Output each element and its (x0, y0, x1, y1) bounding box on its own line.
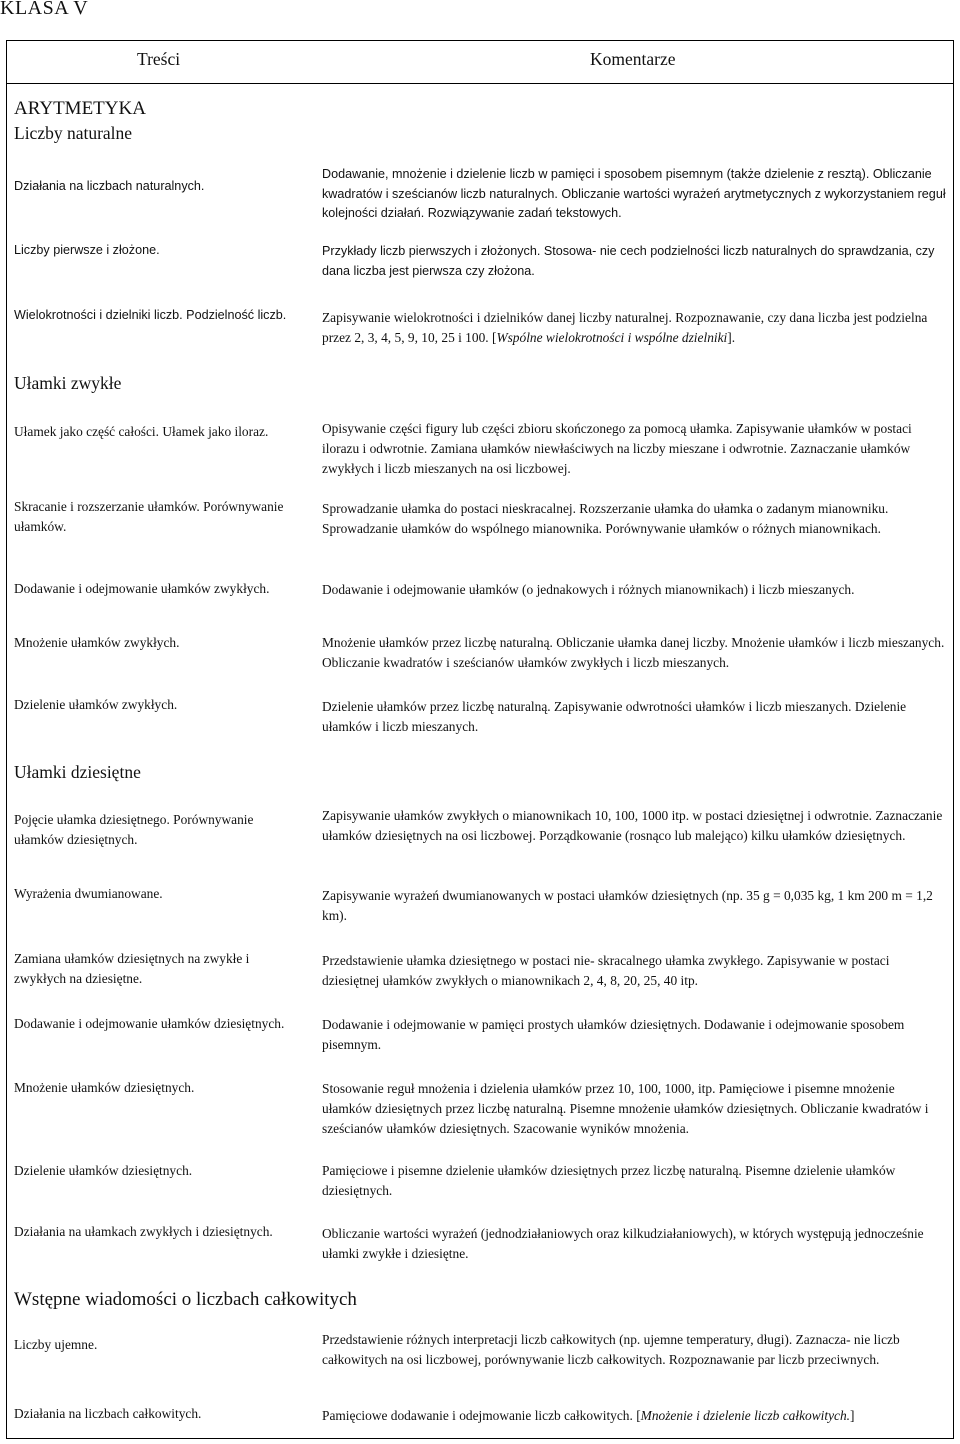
row-right: Stosowanie reguł mnożenia i dzielenia ułamków przez 10, 100, 1000, itp. Pamięciowe i pisemne mnożenie ułamków dziesiętnych przez liczbę naturalną. Pisemne mnożenie ułamków dziesiętnych. Obliczanie kwadratów i sześcianów ułamków dziesiętnych. Szacowanie wyników mnożenia. (322, 1081, 929, 1136)
row-left: Działania na liczbach naturalnych. (14, 179, 205, 193)
row-left: Dzielenie ułamków dziesiętnych. (14, 1163, 193, 1178)
row-right-text: Pamięciowe dodawanie i odejmowanie liczb całkowitych. (322, 1408, 633, 1423)
row-left: Działania na ułamkach zwykłych i dziesiętnych. (14, 1224, 273, 1239)
row-right: Pamięciowe i pisemne dzielenie ułamków dziesiętnych przez liczbę naturalną. Pisemne dzielenie ułamków dziesiętnych. (322, 1163, 896, 1198)
row-right (322, 1406, 947, 1426)
row-left: Liczby pierwsze i złożone. (14, 243, 160, 257)
section-title-ulamki-dziesietne: Ułamki dziesiętne (14, 762, 141, 782)
header-tresci: Treści (137, 49, 181, 69)
row-left: Dzielenie ułamków zwykłych. (14, 697, 178, 712)
row-right: Dodawanie, mnożenie i dzielenie liczb w pamięci i sposobem pisemnym (także dzielenie z resztą). Obliczanie kwadratów i sześcianów liczb naturalnych. Obliczanie wartości wyrażeń arytmetycznych z wykorzystaniem reguł kolejności działań. Rozwiązywanie zadań tekstowych. (322, 167, 946, 220)
row-right: Sprowadzanie ułamka do postaci nieskracalnej. Rozszerzanie ułamka do ułamka o zadanym mianowniku. Sprowadzanie ułamków do wspólnego mianownika. Porównywanie ułamków o różnych mianownikach. (322, 501, 889, 536)
row-right-italic: Mnożenie i dzielenie liczb całkowitych. (640, 1408, 851, 1423)
row-left: Zamiana ułamków dziesiętnych na zwykłe i zwykłych na dziesiętne. (14, 951, 250, 986)
row-left: Wyrażenia dwumianowane. (14, 886, 163, 901)
row-left: Pojęcie ułamka dziesiętnego. Porównywanie ułamków dziesiętnych. (14, 812, 254, 847)
row-right: Mnożenie ułamków przez liczbę naturalną. Obliczanie ułamka danej liczby. Mnożenie ułamków i liczb mieszanych. Obliczanie kwadratów i sześcianów ułamków zwykłych i liczb mieszanych. (322, 635, 945, 670)
row-left: Mnożenie ułamków dziesiętnych. (14, 1080, 195, 1095)
bracket-open: [ (632, 1408, 641, 1423)
row-left: Liczby ujemne. (14, 1337, 98, 1352)
section-subtitle-liczby-naturalne: Liczby naturalne (14, 123, 133, 143)
row-left: Mnożenie ułamków zwykłych. (14, 635, 180, 650)
section-title-ulamki-zwykle: Ułamki zwykłe (14, 373, 122, 393)
row-left: Działania na liczbach całkowitych. (14, 1406, 202, 1421)
page-title: KLASA V (0, 0, 89, 19)
row-right: Zapisywanie wyrażeń dwumianowanych w postaci ułamków dziesiętnych (np. 35 g = 0,035 kg, 1 km 200 m = 1,2 km). (322, 888, 933, 923)
row-right: Przedstawienie różnych interpretacji liczb całkowitych (np. ujemne temperatury, długi). Zaznacza- nie liczb całkowitych na osi liczbowej, porównywanie liczb całkowitych. Rozpoznawanie par liczb przeciwnych. (322, 1332, 900, 1367)
row-left: Dodawanie i odejmowanie ułamków zwykłych. (14, 581, 270, 596)
bracket-close: ]. (727, 330, 736, 345)
row-left: Skracanie i rozszerzanie ułamków. Porównywanie ułamków. (14, 499, 284, 534)
header-divider (6, 83, 954, 84)
row-right: Dodawanie i odejmowanie ułamków (o jednakowych i różnych mianownikach) i liczb mieszanych. (322, 582, 855, 597)
row-left: Ułamek jako część całości. Ułamek jako iloraz. (14, 424, 269, 439)
row-left: Dodawanie i odejmowanie ułamków dziesiętnych. (14, 1016, 285, 1031)
row-right (322, 308, 947, 348)
row-right: Opisywanie części figury lub części zbioru skończonego za pomocą ułamka. Zapisywanie ułamków w postaci ilorazu i odwrotnie. Zamiana ułamków niewłaściwych na liczby mieszane i odwrotnie. Zaznaczanie ułamków zwykłych i liczb mieszanych na osi liczbowej. (322, 421, 912, 476)
row-right: Zapisywanie ułamków zwykłych o mianownikach 10, 100, 1000 itp. w postaci dziesiętnej i odwrotnie. Zaznaczanie ułamków dziesiętnych na osi liczbowej. Porządkowanie (rosnąco lub malejąco) kilku ułamków dziesiętnych. (322, 808, 943, 843)
section-title-liczby-calkowite: Wstępne wiadomości o liczbach całkowitych (14, 1289, 357, 1310)
row-right: Obliczanie wartości wyrażeń (jednodziałaniowych oraz kilkudziałaniowych), w których występują jednocześnie ułamki zwykłe i dziesiętne. (322, 1226, 924, 1261)
row-right-italic: Wspólne wielokrotności i wspólne dzielniki (496, 330, 728, 345)
row-left: Wielokrotności i dzielniki liczb. Podzielność liczb. (14, 308, 287, 322)
section-title-arytmetyka: ARYTMETYKA (14, 98, 146, 119)
row-right: Dodawanie i odejmowanie w pamięci prostych ułamków dziesiętnych. Dodawanie i odejmowanie sposobem pisemnym. (322, 1017, 905, 1052)
row-right: Przedstawienie ułamka dziesiętnego w postaci nie- skracalnego ułamka zwykłego. Zapisywanie w postaci dziesiętnej ułamków zwykłych o mianownikach 2, 4, 8, 20, 25, 40 itp. (322, 953, 890, 988)
row-right-text: Zapisywanie wielokrotności i dzielników danej liczby naturalnej. Rozpoznawanie, czy dana liczba jest podzielna przez 2, 3, 4, 5, 9, 10, 25 i 100. (322, 310, 928, 345)
header-komentarze: Komentarze (590, 49, 676, 69)
bracket-close: ] (850, 1408, 855, 1423)
bracket-open: [ (488, 330, 497, 345)
row-right: Przykłady liczb pierwszych i złożonych. Stosowa- nie cech podzielności liczb naturalnych do sprawdzania, czy dana liczba jest pierwsza czy złożona. (322, 244, 935, 278)
row-right: Dzielenie ułamków przez liczbę naturalną. Zapisywanie odwrotności ułamków i liczb mieszanych. Dzielenie ułamków i liczb mieszanych. (322, 699, 907, 734)
